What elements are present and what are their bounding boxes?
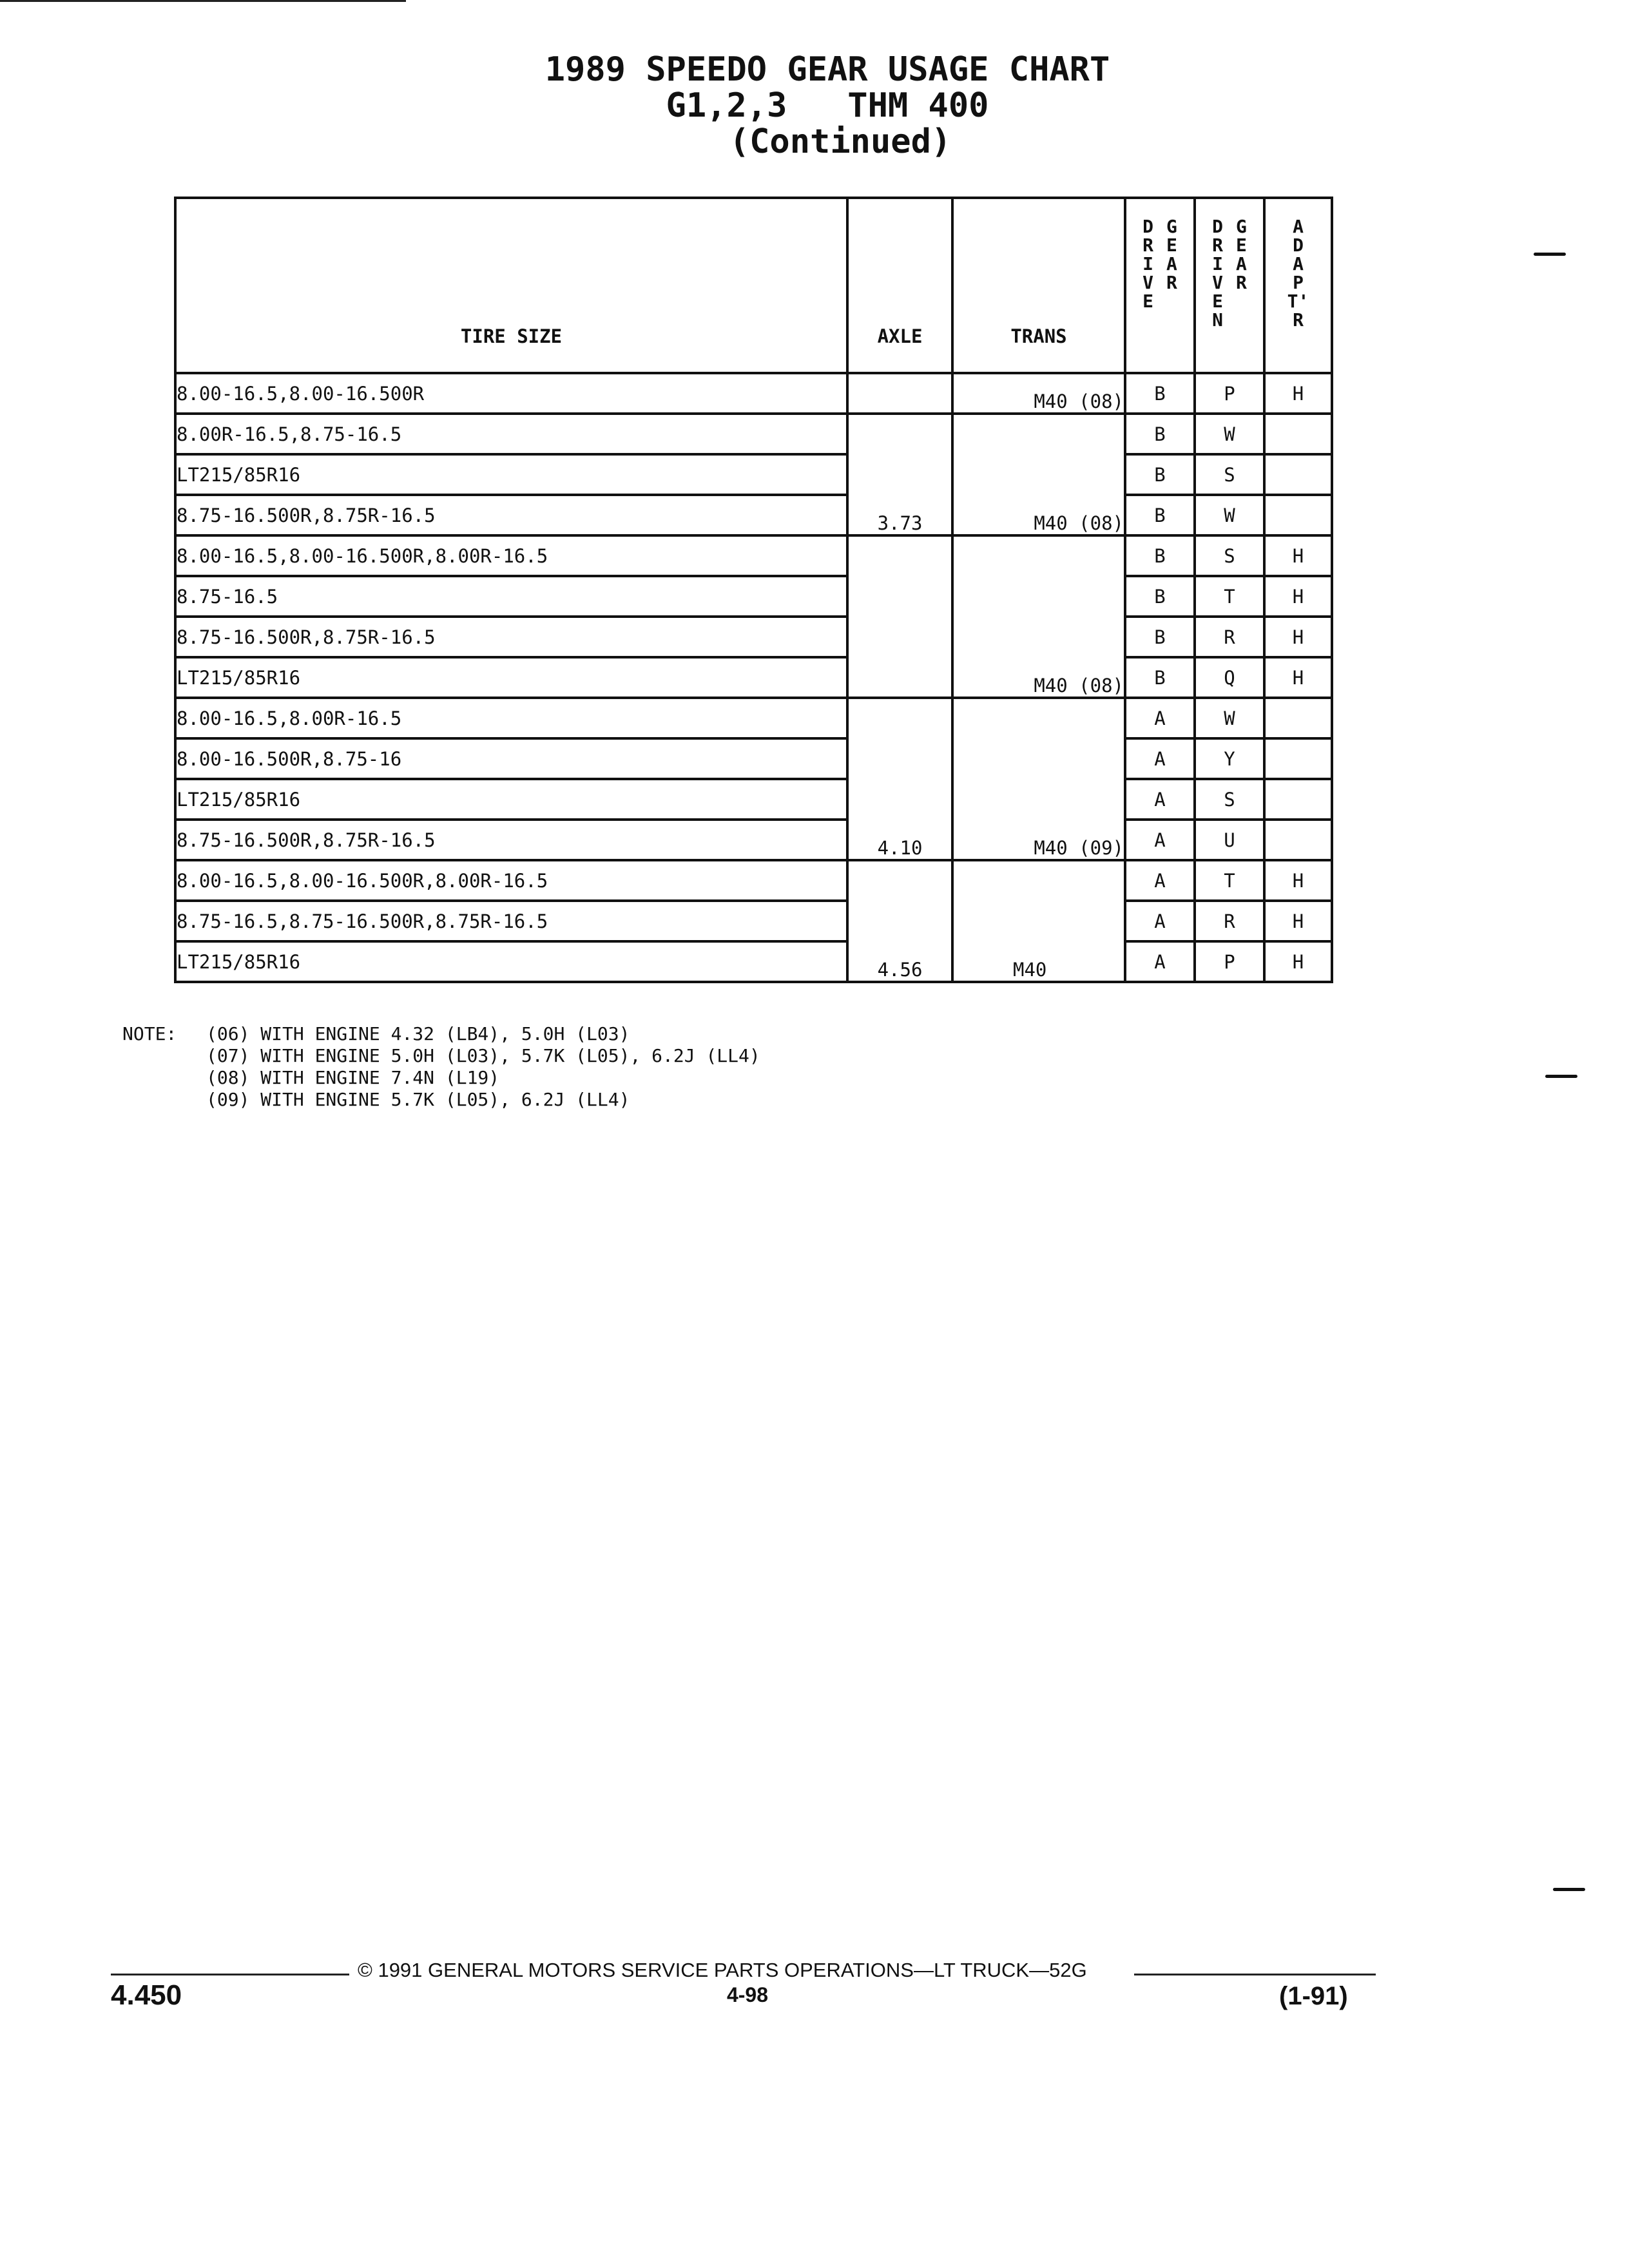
- header-letter: D: [1212, 216, 1223, 237]
- axle-cell: [847, 535, 952, 698]
- table-row: [175, 860, 1332, 901]
- table-row: [175, 454, 1332, 495]
- edge-mark: [1534, 253, 1566, 256]
- header-driven-gear: [1195, 198, 1264, 373]
- adapter-cell: H: [1264, 535, 1332, 576]
- table-row: [175, 576, 1332, 617]
- header-letter: A: [1236, 253, 1247, 274]
- tire-size-cell: 8.00-16.5,8.00-16.500R: [175, 373, 847, 414]
- tire-size-cell: 8.75-16.5: [175, 576, 847, 617]
- header-letter: A: [1293, 216, 1304, 237]
- driven-gear-cell: R: [1195, 901, 1264, 941]
- table-row: [175, 738, 1332, 779]
- header-letter: N: [1212, 309, 1223, 331]
- header-adapter-word: [1287, 217, 1309, 329]
- header-letter: A: [1293, 253, 1304, 274]
- header-letter: I: [1212, 253, 1223, 274]
- table-row: [175, 820, 1332, 860]
- header-letter: R: [1236, 272, 1247, 293]
- tire-size-cell: 8.00-16.5,8.00-16.500R,8.00R-16.5: [175, 860, 847, 901]
- footer-section-number: 4.450: [111, 1979, 182, 2011]
- tire-size-cell: LT215/85R16: [175, 657, 847, 698]
- drive-gear-cell: B: [1125, 495, 1195, 535]
- table-row: [175, 657, 1332, 698]
- notes-label: NOTE:: [122, 1023, 177, 1044]
- adapter-cell: [1264, 779, 1332, 820]
- footer-date-code: (1-91): [1279, 1982, 1348, 2010]
- header-gear-word: [1236, 217, 1247, 329]
- axle-cell: 3.73: [847, 414, 952, 535]
- drive-gear-cell: A: [1125, 941, 1195, 982]
- header-letter: R: [1212, 235, 1223, 256]
- driven-gear-cell: S: [1195, 535, 1264, 576]
- tire-size-cell: 8.75-16.5,8.75-16.500R,8.75R-16.5: [175, 901, 847, 941]
- table-row: [175, 373, 1332, 414]
- drive-gear-cell: A: [1125, 860, 1195, 901]
- driven-gear-cell: T: [1195, 576, 1264, 617]
- header-axle: AXLE: [847, 198, 952, 373]
- edge-mark: [1545, 1075, 1577, 1078]
- trans-cell: M40 (09): [952, 698, 1125, 860]
- table-row: [175, 698, 1332, 738]
- driven-gear-cell: R: [1195, 617, 1264, 657]
- adapter-cell: H: [1264, 576, 1332, 617]
- axle-cell: 4.56: [847, 860, 952, 982]
- header-letter: D: [1142, 216, 1153, 237]
- tire-size-cell: 8.75-16.500R,8.75R-16.5: [175, 617, 847, 657]
- header-letter: G: [1236, 216, 1247, 237]
- tire-size-cell: 8.75-16.500R,8.75R-16.5: [175, 820, 847, 860]
- footer-page-number: 4-98: [726, 1983, 769, 2006]
- speedo-gear-table: [174, 197, 1333, 983]
- trans-cell: M40 (08): [952, 373, 1125, 414]
- drive-gear-cell: B: [1125, 535, 1195, 576]
- trans-cell: M40: [952, 860, 1125, 982]
- header-letter: R: [1293, 309, 1304, 331]
- header-letter: R: [1166, 272, 1177, 293]
- adapter-cell: H: [1264, 901, 1332, 941]
- drive-gear-cell: A: [1125, 738, 1195, 779]
- drive-gear-cell: A: [1125, 901, 1195, 941]
- header-letter: E: [1166, 235, 1177, 256]
- adapter-cell: [1264, 738, 1332, 779]
- adapter-cell: H: [1264, 373, 1332, 414]
- driven-gear-cell: W: [1195, 414, 1264, 454]
- trans-cell: M40 (08): [952, 414, 1125, 535]
- drive-gear-cell: A: [1125, 820, 1195, 860]
- header-letter: G: [1166, 216, 1177, 237]
- header-letter: T': [1287, 291, 1309, 312]
- adapter-cell: [1264, 454, 1332, 495]
- header-drive-word: [1142, 217, 1153, 311]
- notes-block: [122, 1023, 760, 1111]
- title-line-1: 1989 SPEEDO GEAR USAGE CHART: [545, 50, 1110, 89]
- adapter-cell: [1264, 414, 1332, 454]
- note-item: (06) WITH ENGINE 4.32 (LB4), 5.0H (L03): [206, 1023, 630, 1044]
- header-letter: P: [1293, 272, 1304, 293]
- tire-size-cell: LT215/85R16: [175, 941, 847, 982]
- tire-size-cell: LT215/85R16: [175, 454, 847, 495]
- title-line-2: G1,2,3 THM 400: [666, 86, 989, 125]
- adapter-cell: H: [1264, 941, 1332, 982]
- note-item: (07) WITH ENGINE 5.0H (L03), 5.7K (L05), 6.2J (LL4): [206, 1045, 760, 1066]
- table-row: [175, 901, 1332, 941]
- drive-gear-cell: B: [1125, 414, 1195, 454]
- header-letter: A: [1166, 253, 1177, 274]
- drive-gear-cell: B: [1125, 617, 1195, 657]
- tire-size-cell: 8.00R-16.5,8.75-16.5: [175, 414, 847, 454]
- driven-gear-cell: P: [1195, 941, 1264, 982]
- drive-gear-cell: B: [1125, 576, 1195, 617]
- header-letter: E: [1212, 291, 1223, 312]
- axle-cell: 4.10: [847, 698, 952, 860]
- footer-copyright: © 1991 GENERAL MOTORS SERVICE PARTS OPERATIONS—LT TRUCK—52G: [358, 1959, 1087, 1981]
- table-row: [175, 495, 1332, 535]
- header-trans: TRANS: [952, 198, 1125, 373]
- header-letter: D: [1293, 235, 1304, 256]
- tire-size-cell: 8.00-16.5,8.00R-16.5: [175, 698, 847, 738]
- drive-gear-cell: B: [1125, 657, 1195, 698]
- header-gear-word: [1166, 217, 1177, 311]
- drive-gear-cell: B: [1125, 373, 1195, 414]
- header-drive-gear: [1125, 198, 1195, 373]
- table-header-row: [175, 198, 1332, 373]
- axle-cell: [847, 373, 952, 414]
- driven-gear-cell: U: [1195, 820, 1264, 860]
- tire-size-cell: LT215/85R16: [175, 779, 847, 820]
- adapter-cell: [1264, 495, 1332, 535]
- driven-gear-cell: T: [1195, 860, 1264, 901]
- note-item: (09) WITH ENGINE 5.7K (L05), 6.2J (LL4): [206, 1089, 630, 1110]
- note-item: (08) WITH ENGINE 7.4N (L19): [206, 1067, 500, 1088]
- driven-gear-cell: W: [1195, 698, 1264, 738]
- edge-mark: [1553, 1888, 1585, 1891]
- adapter-cell: H: [1264, 657, 1332, 698]
- trans-cell: M40 (08): [952, 535, 1125, 698]
- driven-gear-cell: P: [1195, 373, 1264, 414]
- drive-gear-cell: A: [1125, 779, 1195, 820]
- table-row: [175, 779, 1332, 820]
- title-line-3: (Continued): [729, 122, 952, 161]
- tire-size-cell: 8.00-16.500R,8.75-16: [175, 738, 847, 779]
- drive-gear-cell: A: [1125, 698, 1195, 738]
- tire-size-cell: 8.00-16.5,8.00-16.500R,8.00R-16.5: [175, 535, 847, 576]
- footer-rule-right: [1134, 1974, 1376, 1975]
- table-row: [175, 535, 1332, 576]
- top-rule: [0, 0, 406, 2]
- table-row: [175, 941, 1332, 982]
- table-body: [175, 373, 1332, 982]
- header-letter: E: [1236, 235, 1247, 256]
- header-adapter: [1264, 198, 1332, 373]
- tire-size-cell: 8.75-16.500R,8.75R-16.5: [175, 495, 847, 535]
- driven-gear-cell: Y: [1195, 738, 1264, 779]
- driven-gear-cell: Q: [1195, 657, 1264, 698]
- header-letter: E: [1142, 291, 1153, 312]
- header-letter: V: [1212, 272, 1223, 293]
- driven-gear-cell: W: [1195, 495, 1264, 535]
- driven-gear-cell: S: [1195, 454, 1264, 495]
- header-letter: V: [1142, 272, 1153, 293]
- table-row: [175, 617, 1332, 657]
- table-row: [175, 414, 1332, 454]
- adapter-cell: H: [1264, 617, 1332, 657]
- adapter-cell: [1264, 820, 1332, 860]
- header-driven-word: [1212, 217, 1223, 329]
- footer-rule-left: [111, 1974, 349, 1975]
- adapter-cell: [1264, 698, 1332, 738]
- header-letter: I: [1142, 253, 1153, 274]
- header-letter: R: [1142, 235, 1153, 256]
- driven-gear-cell: S: [1195, 779, 1264, 820]
- page-title: [0, 52, 1629, 160]
- adapter-cell: H: [1264, 860, 1332, 901]
- header-tire-size: TIRE SIZE: [175, 198, 847, 373]
- drive-gear-cell: B: [1125, 454, 1195, 495]
